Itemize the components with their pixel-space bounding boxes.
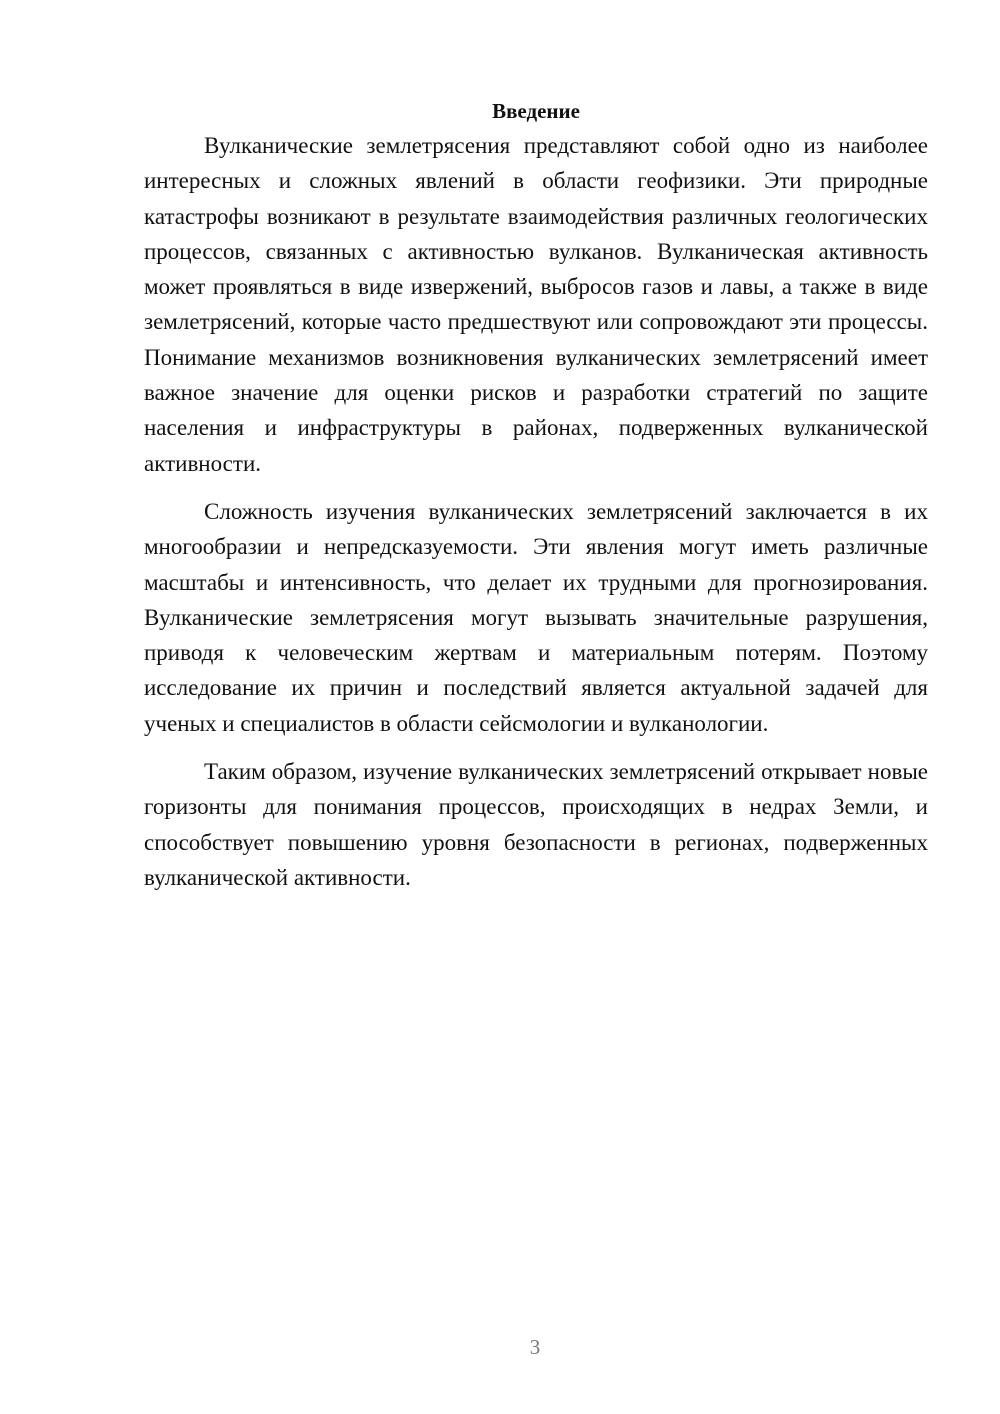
paragraph-1: Вулканические землетрясения представляют собой одно из наиболее интересных и сложных явлений в области геофизики. Эти природные катастрофы возникают в результате взаимодействия различных геологических процессов, связанных с активностью вулканов. Вулканическая активность может проявляться в виде извержений, выбросов газов и лавы, а также в виде землетрясений, которые часто предшествуют или сопровождают эти процессы. Понимание механизмов возникновения вулканических землетрясений имеет важное значение для оценки рисков и разработки стратегий по защите населения и инфраструктуры в районах, подверженных вулканической активности.: [144, 133, 928, 476]
page-number: 3: [529, 1335, 541, 1359]
page-content: [144, 96, 928, 895]
paragraph-3: Таким образом, изучение вулканических землетрясений открывает новые горизонты для понимания процессов, происходящих в недрах Земли, и способствует повышению уровня безопасности в регионах, подверженных вулканической активности.: [144, 759, 928, 890]
paragraph-2: Сложность изучения вулканических землетрясений заключается в их многообразии и непредсказуемости. Эти явления могут иметь различные масштабы и интенсивность, что делает их трудными для прогнозирования. Вулканические землетрясения могут вызывать значительные разрушения, приводя к человеческим жертвам и материальным потерям. Поэтому исследование их причин и последствий является актуальной задачей для ученых и специалистов в области сейсмологии и вулканологии.: [144, 498, 928, 736]
section-heading: Введение: [492, 99, 580, 123]
